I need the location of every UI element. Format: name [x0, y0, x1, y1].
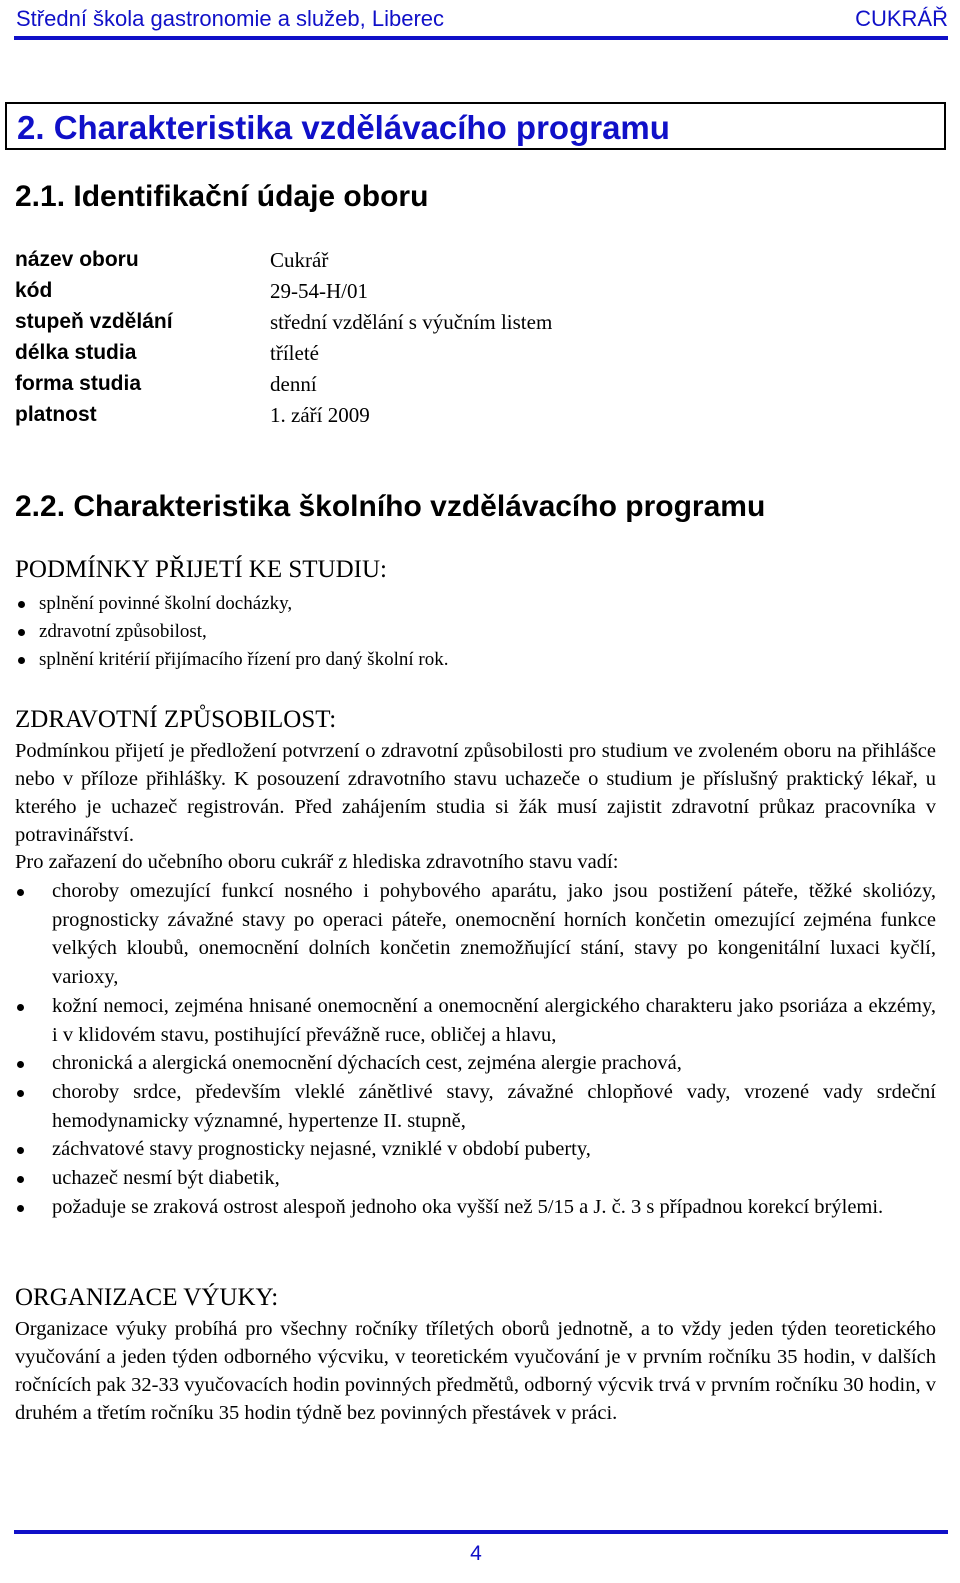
ident-label: forma studia — [15, 372, 142, 395]
bullet-icon — [17, 1090, 24, 1097]
list-item-text: zdravotní způsobilost, — [39, 621, 207, 642]
list-item — [15, 1049, 936, 1078]
ident-label: název oboru — [15, 248, 139, 271]
chapter-title: 2. Charakteristika vzdělávacího programu — [17, 109, 670, 146]
list-item-text: požaduje se zraková ostrost alespoň jednoho oka vyšší než 5/15 a J. č. 3 s případnou korekcí brýlemi. — [52, 1195, 884, 1218]
admission-list — [15, 590, 448, 674]
page-header — [16, 4, 948, 34]
ident-label: platnost — [15, 403, 97, 426]
list-item — [15, 1135, 936, 1164]
header-school-name: Střední škola gastronomie a služeb, Liberec — [16, 6, 445, 31]
health-heading: ZDRAVOTNÍ ZPŮSOBILOST: — [15, 706, 337, 733]
admission-heading: PODMÍNKY PŘIJETÍ KE STUDIU: — [15, 556, 387, 583]
page-number: 4 — [470, 1542, 482, 1565]
ident-row — [15, 277, 715, 308]
ident-row — [15, 370, 715, 401]
list-item-text: choroby srdce, především vleklé zánětlivé stavy, závažné chlopňové vady, vrozené vady srdeční hemodynamicky významné, hypertenze II. stupně, — [52, 1080, 936, 1132]
bullet-icon — [18, 601, 25, 608]
bullet-icon — [17, 889, 24, 896]
section-1-title: 2.1. Identifikační údaje oboru — [15, 180, 429, 213]
bullet-icon — [17, 1004, 24, 1011]
ident-value: Cukrář — [270, 248, 329, 272]
ident-value: střední vzdělání s výučním listem — [270, 310, 553, 334]
ident-row — [15, 339, 715, 370]
list-item-text: kožní nemoci, zejména hnisané onemocnění a onemocnění alergického charakteru jako psoriáza a ekzémy, i v klidovém stavu, postihující převážně ruce, obličej a hlavu, — [52, 994, 936, 1046]
bullet-icon — [17, 1061, 24, 1068]
identification-table — [15, 246, 715, 432]
ident-row — [15, 308, 715, 339]
header-program-name: CUKRÁŘ — [855, 6, 948, 31]
health-intro: Pro zařazení do učebního oboru cukrář z hlediska zdravotního stavu vadí: — [15, 851, 619, 873]
list-item — [15, 1193, 936, 1222]
list-item-text: záchvatové stavy prognosticky nejasné, vzniklé v období puberty, — [52, 1138, 591, 1161]
list-item-text: uchazeč nesmí být diabetik, — [52, 1167, 280, 1190]
ident-value: 1. září 2009 — [270, 403, 370, 427]
header-divider — [14, 36, 948, 40]
list-item — [15, 877, 936, 992]
chapter-title-box — [5, 102, 946, 150]
bullet-icon — [18, 629, 25, 636]
ident-value: denní — [270, 372, 317, 396]
ident-label: délka studia — [15, 341, 137, 364]
list-item-text: chronická a alergická onemocnění dýchacích cest, zejména alergie prachová, — [52, 1052, 682, 1075]
footer-divider — [14, 1530, 948, 1534]
health-paragraph: Podmínkou přijetí je předložení potvrzení o zdravotní způsobilosti pro studium ve zvoleném oboru na přihlášce nebo v příloze přihlášky. K posouzení zdravotního stavu uchazeče o studium je příslušný praktický lékař, u kterého je uchazeč registrován. Před zahájením studia si žák musí zajistit zdravotní průkaz pracovníka v potravinářství. — [15, 740, 936, 846]
ident-row — [15, 246, 715, 277]
ident-value: tříleté — [270, 341, 319, 365]
list-item — [15, 1164, 936, 1193]
bullet-icon — [17, 1205, 24, 1212]
bullet-icon — [18, 657, 25, 664]
list-item — [15, 1078, 936, 1135]
list-item-text: splnění kritérií přijímacího řízení pro daný školní rok. — [39, 649, 449, 670]
list-item — [15, 618, 448, 646]
bullet-icon — [17, 1176, 24, 1183]
list-item-text: splnění povinné školní docházky, — [39, 593, 293, 614]
ident-label: kód — [15, 279, 53, 302]
list-item — [15, 646, 448, 674]
list-item — [15, 992, 936, 1049]
health-conditions-list — [15, 877, 936, 1221]
list-item-text: choroby omezující funkcí nosného i pohybového aparátu, jako jsou postižení páteře, těžké skoliózy, prognosticky závažné stavy po operaci páteře, onemocnění horních končetin omezující zejména funkce velkých kloubů, onemocnění dolních končetin znemožňující stání, stavy po kongenitální luxaci kyčlí, varioxy, — [52, 880, 936, 989]
list-item — [15, 590, 448, 618]
ident-label: stupeň vzdělání — [15, 310, 173, 333]
organization-paragraph: Organizace výuky probíhá pro všechny ročníky tříletých oborů jednotně, a to vždy jeden týden teoretického vyučování a jeden týden odborného výcviku, v teoretickém vyučování je v prvním ročníku 35 hodin, v dalších ročnících pak 32-33 vyučovacích hodin povinných předmětů, odborný výcvik trvá v prvním ročníku 30 hodin, v druhém a třetím ročníku 35 hodin týdně bez povinných přestávek v práci. — [15, 1318, 936, 1424]
ident-row — [15, 401, 715, 432]
ident-value: 29-54-H/01 — [270, 279, 368, 303]
organization-heading: ORGANIZACE VÝUKY: — [15, 1284, 279, 1311]
bullet-icon — [17, 1147, 24, 1154]
section-2-title: 2.2. Charakteristika školního vzdělávacího programu — [15, 490, 766, 523]
